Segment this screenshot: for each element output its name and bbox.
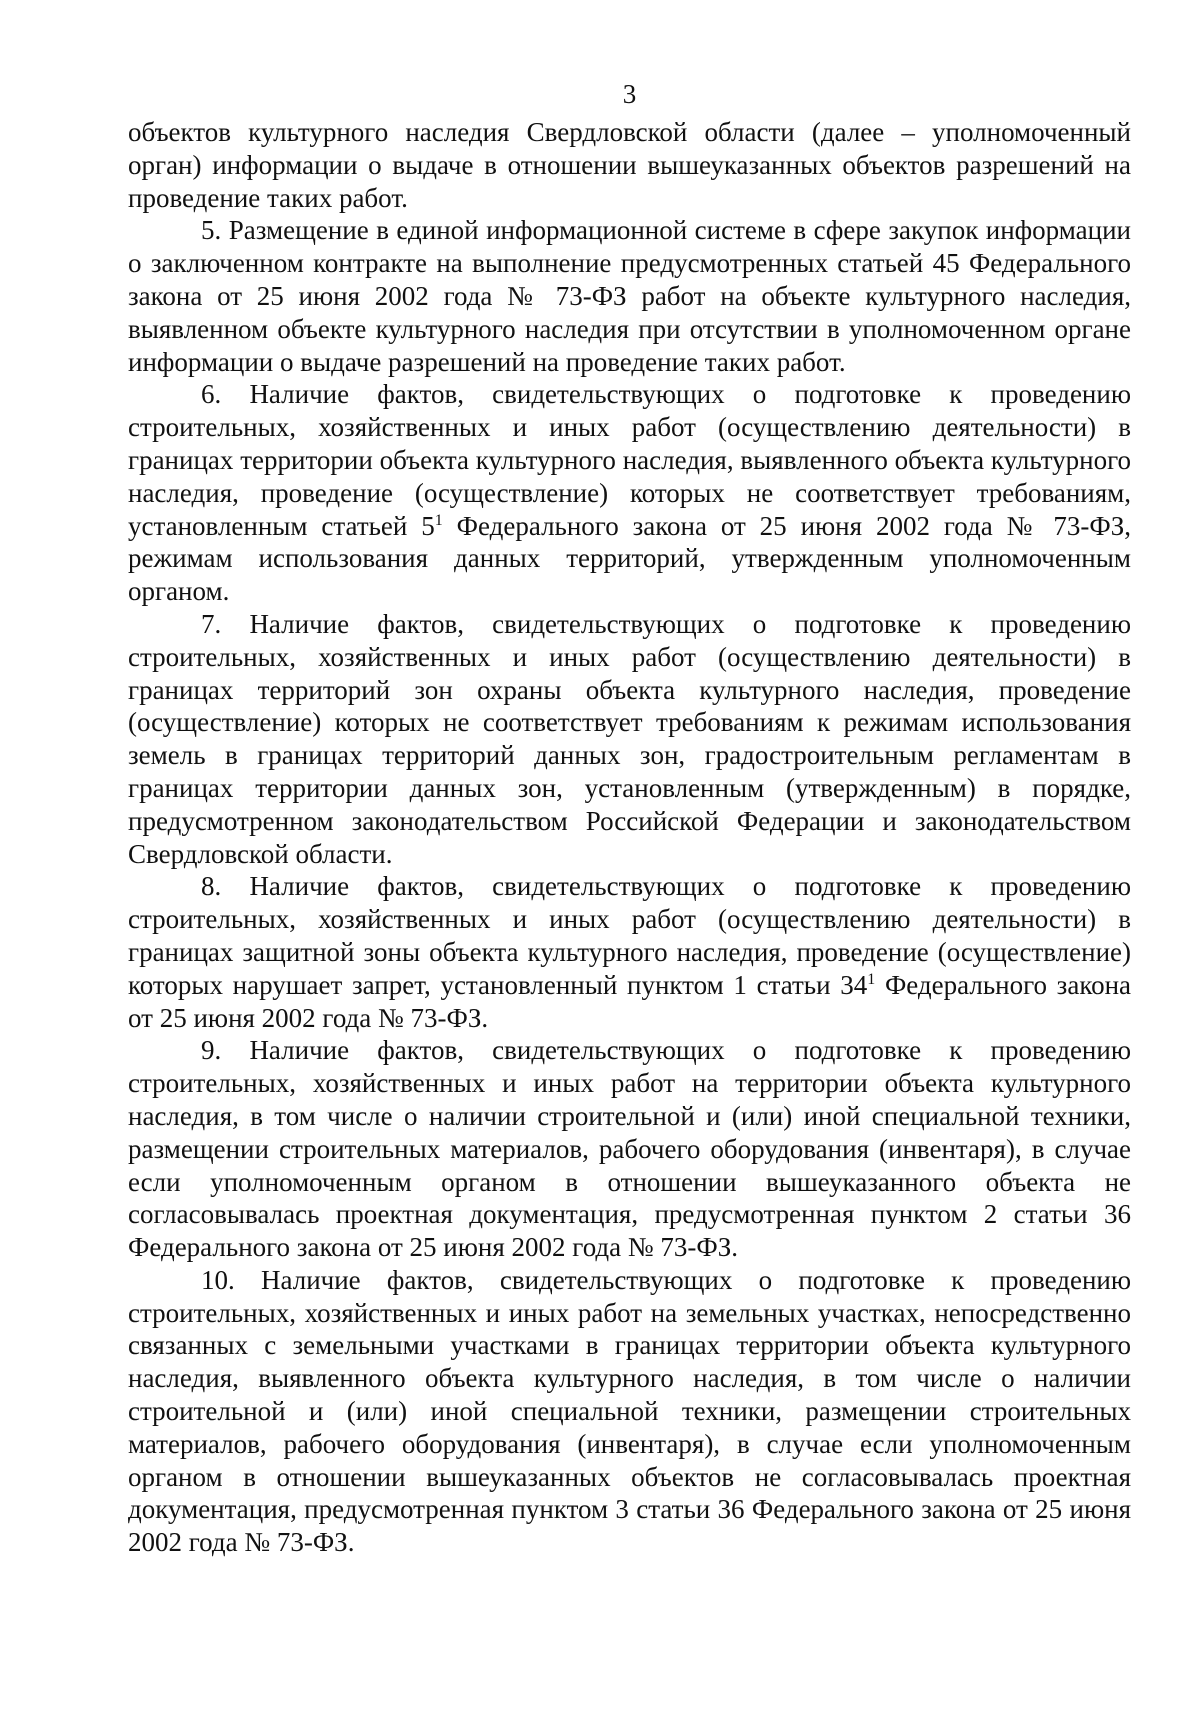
- superscript: 1: [434, 511, 443, 529]
- item-text: Наличие фактов, свидетельствующих о подготовке к проведению строительных, хозяйственных и иных работ на территории объекта культурного наследия, в том числе о наличии строительной и (или) иной специальной техники, размещении строительных материалов, рабочего оборудования (инвентаря), в случае если уполномоченным органом в отношении вышеуказанного объекта не согласовывалась проектная документация, предусмотренная пунктом 2 статьи 36 Федерального закона от 25 июня 2002 года № 73-ФЗ.: [128, 1035, 1132, 1263]
- item-5: [128, 214, 1131, 378]
- superscript: 1: [867, 970, 876, 988]
- item-text-continued: Федерального закона от 25 июня 2002 года № 73-ФЗ.: [128, 969, 1132, 1033]
- item-text-continued: Федерального закона от 25 июня 2002 года № 73-ФЗ, режимам использования данных территорий, утвержденным уполномоченным органом.: [128, 510, 1131, 607]
- item-9: [128, 1034, 1131, 1264]
- item-6: [128, 378, 1131, 608]
- item-number: 5.: [201, 215, 222, 246]
- item-text: Наличие фактов, свидетельствующих о подготовке к проведению строительных, хозяйственных и иных работ на земельных участках, непосредственно связанных с земельными участками в границах территории объекта культурного наследия, выявленного объекта культурного наследия, в том числе о наличии строительной и (или) иной специальной техники, размещении строительных материалов, рабочего оборудования (инвентаря), в случае если уполномоченным органом в отношении вышеуказанных объектов не согласовывалась проектная документация, предусмотренная пунктом 3 статьи 36 Федерального закона от 25 июня 2002 года № 73-ФЗ.: [128, 1264, 1132, 1558]
- item-number: 7.: [201, 608, 222, 639]
- item-number: 8.: [201, 871, 222, 902]
- page-number: 3: [622, 79, 637, 109]
- item-7: [128, 608, 1131, 870]
- item-number: 6.: [201, 379, 222, 410]
- document-page: [128, 78, 1131, 1559]
- item-number: 9.: [201, 1035, 222, 1066]
- item-text: Наличие фактов, свидетельствующих о подготовке к проведению строительных, хозяйственных и иных работ (осуществлению деятельности) в границах территории объекта культурного наследия, выявленного объекта культурного наследия, проведение (осуществление) которых не соответствует требованиям, установленным статьей 5: [128, 379, 1132, 541]
- item-8: [128, 870, 1131, 1034]
- item-text: Наличие фактов, свидетельствующих о подготовке к проведению строительных, хозяйственных и иных работ (осуществлению деятельности) в границах территорий зон охраны объекта культурного наследия, проведение (осуществление) которых не соответствует требованиям к режимам использования земель в границах территорий данных зон, градостроительным регламентам в границах территории данных зон, установленным (утвержденным) в порядке, предусмотренном законодательством Российской Федерации и законодательством Свердловской области.: [128, 608, 1132, 869]
- item-number: 10.: [201, 1264, 235, 1295]
- item-10: [128, 1264, 1131, 1559]
- intro-paragraph: объектов культурного наследия Свердловской области (далее – уполномоченный орган) информации о выдаче в отношении вышеуказанных объектов разрешений на проведение таких работ.: [128, 117, 1131, 213]
- item-text: Размещение в единой информационной системе в сфере закупок информации о заключенном контракте на выполнение предусмотренных статьей 45 Федерального закона от 25 июня 2002 года № 73-ФЗ работ на объекте культурного наследия, выявленном объекте культурного наследия при отсутствии в уполномоченном органе информации о выдаче разрешений на проведение таких работ.: [128, 215, 1131, 377]
- item-text: Наличие фактов, свидетельствующих о подготовке к проведению строительных, хозяйственных и иных работ (осуществлению деятельности) в границах защитной зоны объекта культурного наследия, проведение (осуществление) которых нарушает запрет, установленный пунктом 1 статьи 34: [128, 871, 1132, 1000]
